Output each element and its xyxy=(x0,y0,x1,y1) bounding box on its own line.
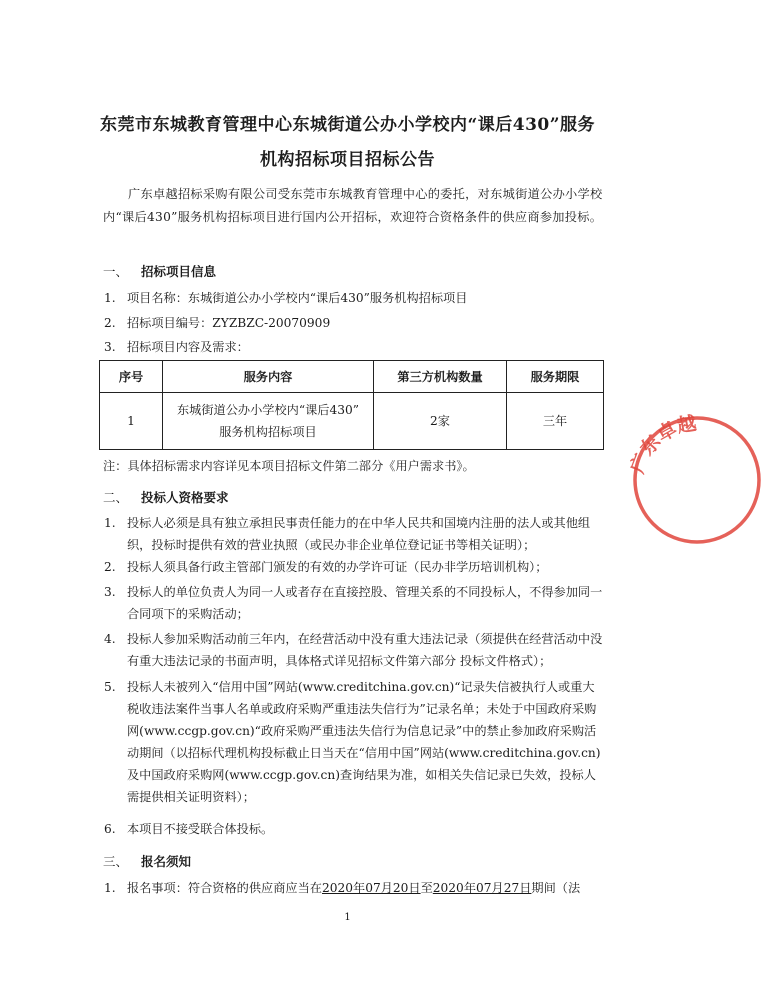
item-text: 投标人的单位负责人为同一人或者存在直接控股、管理关系的不同投标人，不得参加同一合同项下的采购活动； xyxy=(127,585,603,621)
item-number: 5. xyxy=(104,680,116,694)
item-text: 投标人未被列入“信用中国”网站(www.creditchina.gov.cn)“记录失信被执行人或重大税收违法案件当事人名单或政府采购严重违法失信行为”记录名单；未处于中国政府采购网(www.ccgp.gov.cn)“政府采购严重违法失信行为信息记录”中的禁止参加政府采购活动期间（以招标代理机构投标截止日当天在“信用中国”网站(www.creditchina.gov.cn)及中国政府采购网(www.ccgp.gov.cn)查询结果为准，如相关失信记录已失效，投标人需提供相关证明资料）； xyxy=(127,680,601,804)
table-header: 服务内容 xyxy=(163,361,374,393)
item-number: 2. xyxy=(104,316,116,330)
registration-suffix: 期间（法 xyxy=(531,881,581,895)
table-header: 服务期限 xyxy=(507,361,604,393)
item-text: 投标人必须是具有独立承担民事责任能力的在中华人民共和国境内注册的法人或其他组织，投标时提供有效的营业执照（或民办非企业单位登记证书等相关证明）； xyxy=(127,516,591,552)
item-text: 投标人参加采购活动前三年内，在经营活动中没有重大违法记录（须提供在经营活动中没有重大违法记录的书面声明，具体格式详见招标文件第六部分 投标文件格式）； xyxy=(127,632,603,668)
section-3-number: 三、 xyxy=(103,854,129,869)
registration-end-date: 2020年07月27日 xyxy=(432,881,532,895)
section-2-number: 二、 xyxy=(103,490,129,505)
item-text: 招标项目内容及需求： xyxy=(127,340,249,354)
registration-start-date: 2020年07月20日 xyxy=(322,881,421,895)
item-number: 1. xyxy=(104,516,116,530)
table-header: 第三方机构数量 xyxy=(374,361,507,393)
section-3-heading xyxy=(103,852,191,870)
item-text: 投标人须具备行政主管部门颁发的有效的办学许可证（民办非学历培训机构）； xyxy=(127,560,548,574)
item-text: 招标项目编号：ZYZBZC-20070909 xyxy=(127,316,331,330)
table-cell-quantity: 2家 xyxy=(374,393,507,450)
table-cell-index: 1 xyxy=(100,393,163,450)
section-2-title: 投标人资格要求 xyxy=(141,490,229,505)
table-cell-content xyxy=(163,393,374,450)
table-note: 注：具体招标需求内容详见本项目招标文件第二部分《用户需求书》。 xyxy=(103,459,475,473)
item-text: 本项目不接受联合体投标。 xyxy=(127,822,274,836)
item-number: 3. xyxy=(104,340,116,354)
table-header-row xyxy=(100,361,604,393)
section-2-item-3 xyxy=(104,581,604,625)
item-number: 1. xyxy=(104,291,116,305)
registration-to: 至 xyxy=(420,881,433,895)
section-1-item-3 xyxy=(104,336,604,358)
section-2-heading xyxy=(103,488,229,506)
section-3-item-1 xyxy=(104,877,604,899)
item-number: 3. xyxy=(104,585,116,599)
section-2-item-6 xyxy=(104,818,604,840)
section-2-item-4 xyxy=(104,628,604,672)
table-row xyxy=(100,393,604,450)
section-2-item-1 xyxy=(104,512,604,556)
section-1-title: 招标项目信息 xyxy=(141,264,217,279)
table-header: 序号 xyxy=(100,361,163,393)
content-line-1: 东城街道公办小学校内“课后430” xyxy=(177,403,359,417)
official-seal-stamp xyxy=(622,405,772,555)
item-number: 6. xyxy=(104,822,116,836)
title-line-1: 东莞市东城教育管理中心东城街道公办小学校内“课后430”服务 xyxy=(99,115,596,135)
item-text xyxy=(127,877,604,899)
item-number: 2. xyxy=(104,560,116,574)
section-2-item-2 xyxy=(104,556,604,578)
content-line-2: 服务机构招标项目 xyxy=(219,425,317,439)
title-line-2: 机构招标项目招标公告 xyxy=(260,150,435,170)
item-number: 1. xyxy=(104,881,116,895)
section-1-number: 一、 xyxy=(103,264,129,279)
seal-text: 广东卓越 xyxy=(626,412,698,477)
section-1-item-1 xyxy=(104,287,604,309)
item-text: 项目名称：东城街道公办小学校内“课后430”服务机构招标项目 xyxy=(127,291,468,305)
section-3-title: 报名须知 xyxy=(141,854,192,869)
section-1-heading xyxy=(103,262,216,280)
requirements-table xyxy=(99,360,604,450)
svg-text:广东卓越 xyxy=(625,411,698,476)
item-number: 4. xyxy=(104,632,116,646)
intro-paragraph: 广东卓越招标采购有限公司受东莞市东城教育管理中心的委托，对东城街道公办小学校内“课后430”服务机构招标项目进行国内公开招标，欢迎符合资格条件的供应商参加投标。 xyxy=(103,187,603,224)
registration-prefix: 报名事项：符合资格的供应商应当在 xyxy=(127,881,322,895)
table-cell-period: 三年 xyxy=(507,393,604,450)
section-1-item-2 xyxy=(104,312,604,334)
page-number: 1 xyxy=(344,912,351,923)
section-2-item-5 xyxy=(104,676,604,808)
